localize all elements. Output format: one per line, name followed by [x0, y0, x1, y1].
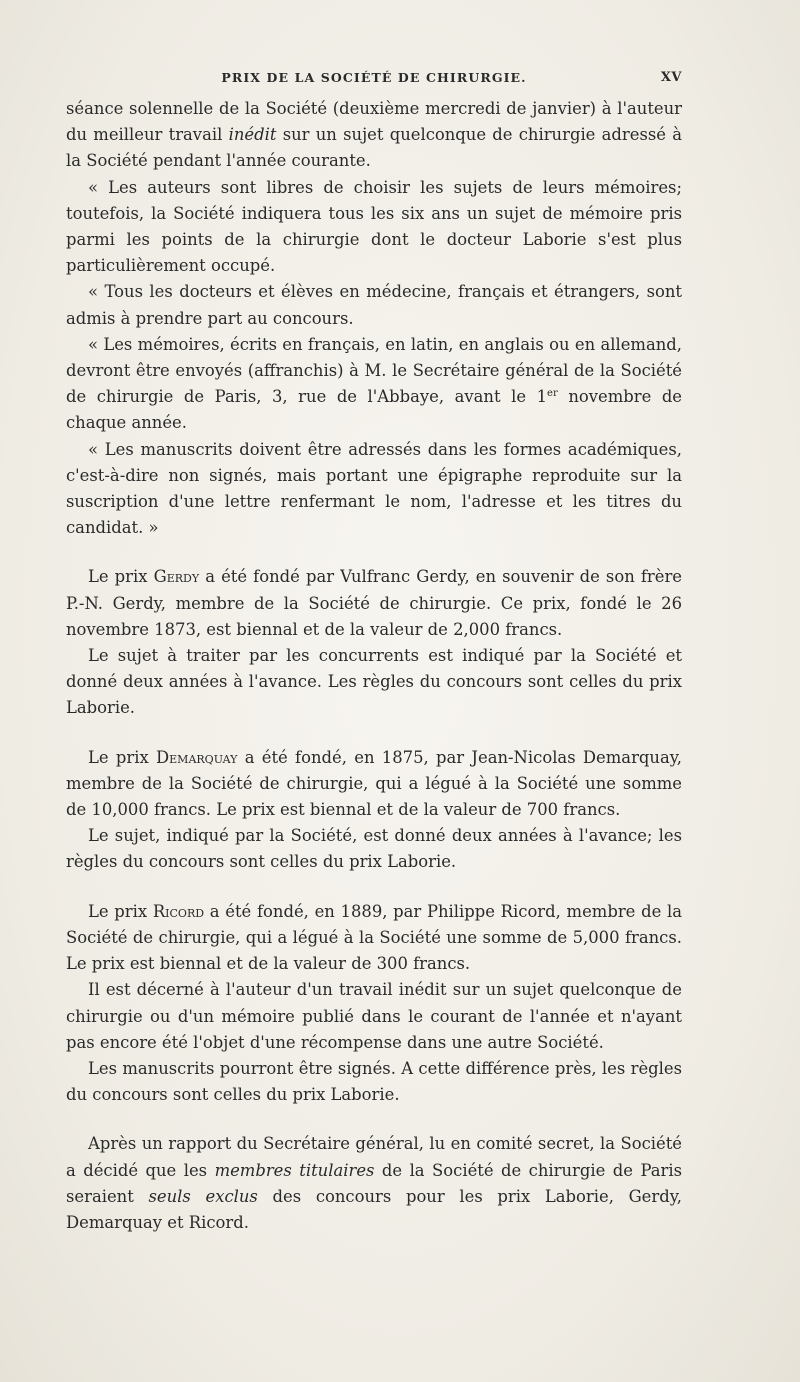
gerdy-paragraph-1: Le prix Gerdy a été fondé par Vulfranc Gerdy, en souvenir de son frère P.-N. Gerdy, membre de la Société de chirurgie. Ce prix, fondé le 26 novembre 1873, est biennal et de la valeur de 2,000 francs.: [66, 567, 683, 639]
demarquay-paragraph-1: Le prix Demarquay a été fondé, en 1875, par Jean-Nicolas Demarquay, membre de la Société de chirurgie, qui a légué à la Société une somme de 10,000 francs. Le prix est biennal et de la valeur de 700 francs.: [66, 747, 683, 820]
prize-name-gerdy: Gerdy: [153, 567, 200, 587]
closing-paragraph: Après un rapport du Secrétaire général, lu en comité secret, la Société a décidé que les membres titulaires de la Société de chirurgie de Paris seraient seuls exclus des concours pour les prix Laborie, Gerdy, Demarquay et Ricord.: [66, 1134, 682, 1232]
prize-name-demarquay: Demarquay: [156, 747, 238, 767]
laborie-paragraph-4: « Les mémoires, écrits en français, en latin, en anglais ou en allemand, devront être envoyés (affranchis) à M. le Secrétaire général de la Société de chirurgie de Paris, 3, rue de l'Abbaye, avant le 1er novembre de chaque année.: [66, 334, 683, 433]
emphasis-seuls-exclus: seuls exclus: [148, 1186, 258, 1206]
page-body: [66, 96, 682, 1236]
ricord-paragraph-2: Il est décerné à l'auteur d'un travail inédit sur un sujet quelconque de chirurgie ou d'un mémoire publié dans le courant de l'année et n'ayant pas encore été l'objet d'une récompense dans une autre Société.: [66, 980, 682, 1052]
emphasis-membres-titulaires: membres titulaires: [214, 1160, 375, 1180]
prize-name-ricord: Ricord: [152, 901, 205, 921]
running-head: PRIX DE LA SOCIÉTÉ DE CHIRURGIE.: [221, 70, 527, 85]
emphasis-inedit: inédit: [228, 125, 277, 145]
superscript-er: er: [547, 388, 558, 400]
gerdy-paragraph-2: Le sujet à traiter par les concurrents est indiqué par la Société et donné deux années à l'avance. Les règles du concours sont celles du prix Laborie.: [66, 646, 682, 718]
laborie-paragraph-1: séance solennelle de la Société (deuxième mercredi de janvier) à l'auteur du meilleur travail inédit sur un sujet quelconque de chirurgie adressé à la Société pendant l'année courante.: [66, 99, 682, 171]
demarquay-paragraph-2: Le sujet, indiqué par la Société, est donné deux années à l'avance; les règles du concours sont celles du prix Laborie.: [66, 826, 682, 872]
page-number: XV: [660, 70, 682, 85]
ricord-paragraph-1: Le prix Ricord a été fondé, en 1889, par Philippe Ricord, membre de la Société de chirurgie, qui a légué à la Société une somme de 5,000 francs. Le prix est biennal et de la valeur de 300 francs.: [66, 901, 682, 974]
laborie-paragraph-2: « Les auteurs sont libres de choisir les sujets de leurs mémoires; toutefois, la Société indiquera tous les six ans un sujet de mémoire pris parmi les points de la chirurgie dont le docteur Laborie s'est plus particulièrement occupé.: [66, 177, 682, 276]
ricord-paragraph-3: Les manuscrits pourront être signés. A cette différence près, les règles du concours sont celles du prix Laborie.: [66, 1058, 682, 1105]
laborie-paragraph-5: « Les manuscrits doivent être adressés dans les formes académiques, c'est-à-dire non signés, mais portant une épigraphe reproduite sur la suscription d'une lettre renfermant le nom, l'adresse et les titres du candidat. »: [66, 439, 682, 538]
laborie-paragraph-3: « Tous les docteurs et élèves en médecine, français et étrangers, sont admis à prendre part au concours.: [66, 282, 682, 328]
page-header: [66, 70, 682, 94]
